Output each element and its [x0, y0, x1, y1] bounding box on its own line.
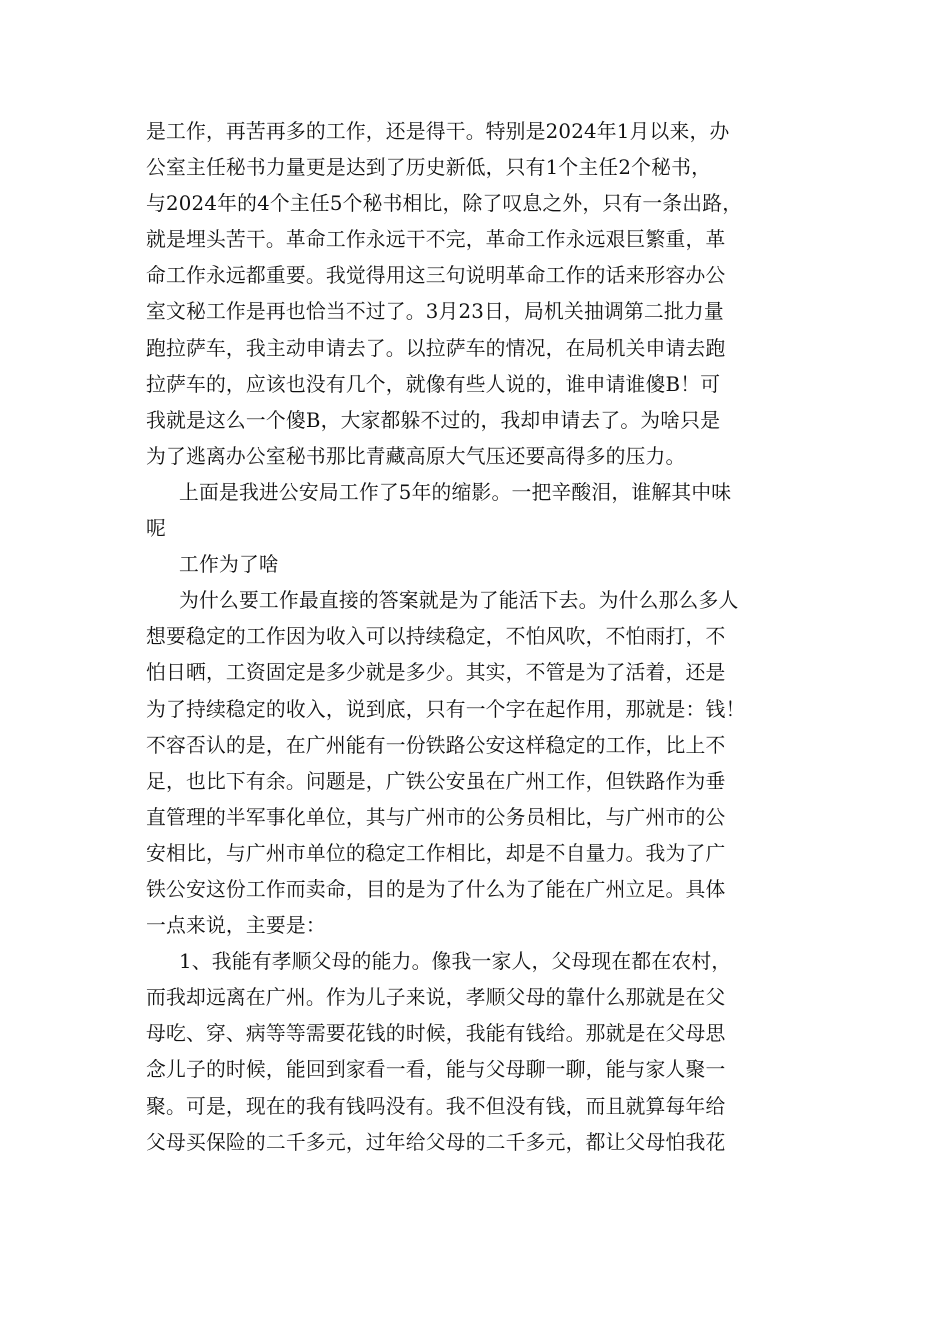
- text-line: 与2024年的4个主任5个秘书相比，除了叹息之外，只有一条出路，: [146, 192, 743, 216]
- text-line: 拉萨车的，应该也没有几个，就像有些人说的，谁申请谁傻B！可: [146, 372, 721, 396]
- text-line: 母吃、穿、病等等需要花钱的时候，我能有钱给。那就是在父母思: [146, 1022, 726, 1046]
- text-line: 室文秘工作是再也恰当不过了。3月23日，局机关抽调第二批力量: [146, 300, 724, 324]
- text-line: 呢: [146, 517, 166, 541]
- paragraph-3: [146, 583, 816, 944]
- text-line: 父母买保险的二千多元，过年给父母的二千多元，都让父母怕我花: [146, 1130, 726, 1154]
- text-line: 我就是这么一个傻B，大家都躲不过的，我却申请去了。为啥只是: [146, 408, 721, 432]
- text-line: 想要稳定的工作因为收入可以持续稳定，不怕风吹，不怕雨打，不: [146, 625, 726, 649]
- text-line: 而我却远离在广州。作为儿子来说，孝顺父母的靠什么那就是在父: [146, 986, 726, 1010]
- paragraph-1: [146, 114, 816, 475]
- paragraph-4: [146, 944, 816, 1161]
- text-line: 跑拉萨车，我主动申请去了。以拉萨车的情况，在局机关申请去跑: [146, 336, 726, 360]
- text-line: 为了持续稳定的收入，说到底，只有一个字在起作用，那就是：钱！: [146, 697, 746, 721]
- text-line: 直管理的半军事化单位，其与广州市的公务员相比，与广州市的公: [146, 805, 726, 829]
- text-line: 安相比，与广州市单位的稳定工作相比，却是不自量力。我为了广: [146, 841, 726, 865]
- text-line: 为什么要工作最直接的答案就是为了能活下去。为什么那么多人: [179, 589, 739, 613]
- heading-text: 工作为了啥: [179, 553, 279, 577]
- section-heading: [146, 547, 816, 583]
- text-line: 公室主任秘书力量更是达到了历史新低，只有1个主任2个秘书，: [146, 156, 712, 180]
- text-line: 聚。可是，现在的我有钱吗没有。我不但没有钱，而且就算每年给: [146, 1094, 726, 1118]
- text-line: 怕日晒，工资固定是多少就是多少。其实，不管是为了活着，还是: [146, 661, 726, 685]
- text-line: 是工作，再苦再多的工作，还是得干。特别是2024年1月以来，办: [146, 120, 730, 143]
- document-body: [146, 114, 816, 1161]
- text-line: 一点来说，主要是：: [146, 914, 326, 938]
- text-line: 念儿子的时候，能回到家看一看，能与父母聊一聊，能与家人聚一: [146, 1058, 726, 1082]
- text-line: 铁公安这份工作而卖命，目的是为了什么为了能在广州立足。具体: [146, 877, 726, 901]
- text-line: 1、我能有孝顺父母的能力。像我一家人，父母现在都在农村，: [179, 950, 732, 974]
- text-line: 为了逃离办公室秘书那比青藏高原大气压还要高得多的压力。: [146, 444, 686, 468]
- text-line: 上面是我进公安局工作了5年的缩影。一把辛酸泪，谁解其中味: [179, 480, 732, 504]
- text-line: 就是埋头苦干。革命工作永远干不完，革命工作永远艰巨繁重，革: [146, 228, 726, 252]
- paragraph-2: [146, 475, 816, 547]
- text-line: 命工作永远都重要。我觉得用这三句说明革命工作的话来形容办公: [146, 264, 726, 288]
- text-line: 不容否认的是，在广州能有一份铁路公安这样稳定的工作，比上不: [146, 733, 726, 757]
- text-line: 足，也比下有余。问题是，广铁公安虽在广州工作，但铁路作为垂: [146, 769, 726, 793]
